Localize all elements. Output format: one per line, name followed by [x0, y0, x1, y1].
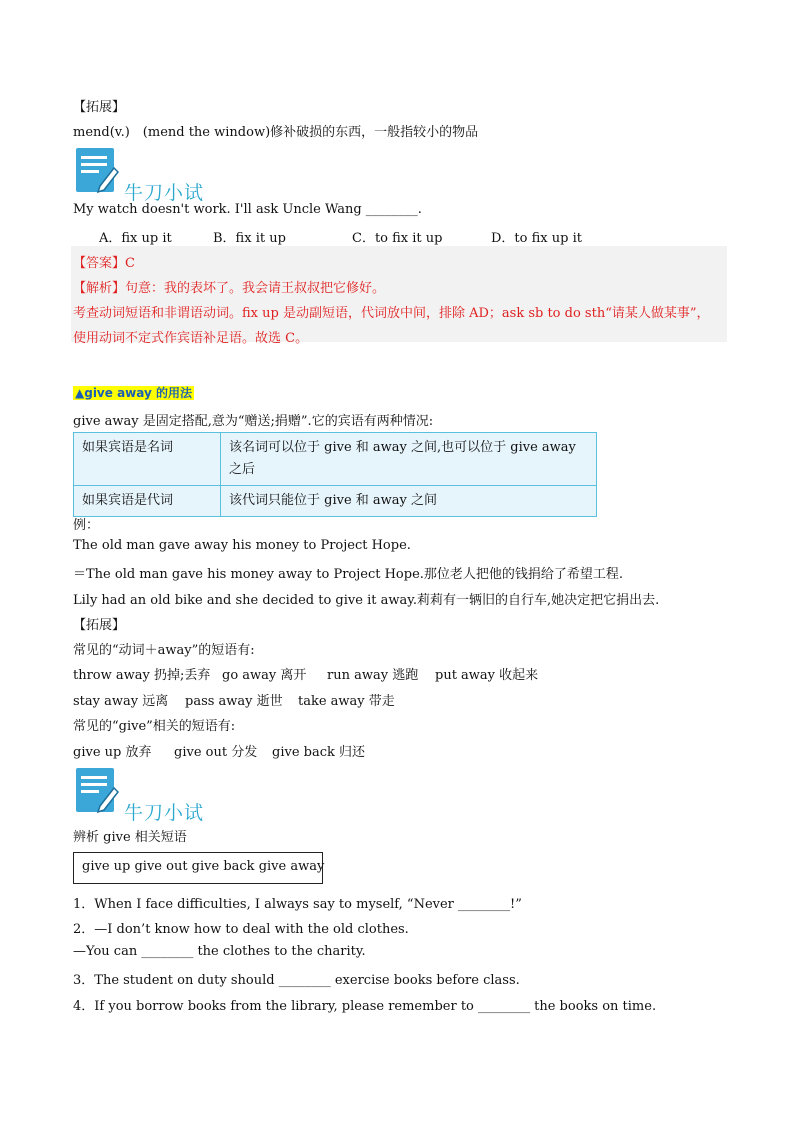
notepad-pencil-icon: [76, 146, 120, 194]
table-cell: 如果宾语是代词: [74, 486, 221, 517]
away-phrase: throw away 扔掉;丢弃: [73, 668, 211, 683]
quiz1-option-b: B．fix it up: [213, 231, 286, 246]
give-phrase: give back 归还: [272, 745, 366, 760]
tuozhan-heading: 【拓展】: [73, 100, 126, 115]
quiz1-analysis-line1: 【解析】句意：我的表坏了。我会请王叔叔把它修好。: [73, 281, 386, 296]
away-phrase: take away 带走: [298, 694, 395, 709]
table-row: [74, 486, 597, 517]
give-phrase: give up 放弃: [73, 745, 152, 760]
example-2: ＝The old man gave his money away to Project Hope.那位老人把他的钱捐给了希望工程.: [73, 567, 624, 582]
giveaway-rule-table: [73, 432, 597, 517]
quiz2-question-2a: 2．—I don’t know how to deal with the old clothes.: [73, 922, 409, 937]
giveaway-intro: give away 是固定搭配,意为“赠送;捐赠”.它的宾语有两种情况:: [73, 414, 434, 429]
table-row: [74, 433, 597, 486]
quiz1-analysis-line2: 考查动词短语和非谓语动词。fix up 是动副短语，代词放中间，排除 AD；ask sb to do sth“请某人做某事”，: [73, 306, 710, 321]
quiz1-option-d: D．to fix up it: [491, 231, 582, 246]
quiz2-title: 牛刀小试: [124, 802, 205, 824]
mend-explanation: mend(v.) (mend the window)修补破损的东西，一般指较小的物品: [73, 125, 479, 140]
away-phrase: go away 离开: [222, 668, 307, 683]
giveaway-heading-text: ▲give away 的用法: [75, 386, 192, 400]
tuozhan-heading-2: 【拓展】: [73, 618, 126, 633]
table-cell: 如果宾语是名词: [74, 433, 221, 486]
table-cell: 该名词可以位于 give 和 away 之间,也可以位于 give away 之后: [221, 433, 597, 486]
table-cell: 该代词只能位于 give 和 away 之间: [221, 486, 597, 517]
quiz1-option-a: A．fix up it: [99, 231, 172, 246]
giveaway-heading: [73, 384, 194, 401]
away-phrase: run away 逃跑: [327, 668, 419, 683]
quiz2-question-4: 4．If you borrow books from the library, please remember to ________ the books on time.: [73, 999, 657, 1014]
quiz1-title: 牛刀小试: [124, 182, 205, 204]
example-1: The old man gave away his money to Project Hope.: [73, 538, 411, 553]
away-phrase: pass away 逝世: [185, 694, 283, 709]
quiz1-question: My watch doesn't work. I'll ask Uncle Wang ________.: [73, 202, 422, 217]
quiz2-question-3: 3．The student on duty should ________ exercise books before class.: [73, 973, 520, 988]
example-label: 例：: [73, 518, 100, 533]
give-phrase: give out 分发: [174, 745, 258, 760]
notepad-pencil-icon: [76, 766, 120, 814]
example-3: Lily had an old bike and she decided to give it away.莉莉有一辆旧的自行车,她决定把它捐出去.: [73, 593, 660, 608]
quiz1-option-c: C．to fix it up: [352, 231, 443, 246]
quiz1-answer: 【答案】C: [73, 256, 135, 271]
quiz2-question-1: 1．When I face difficulties, I always say to myself, “Never ________!”: [73, 897, 522, 912]
common-give-intro: 常见的“give”相关的短语有:: [73, 719, 236, 734]
phrase-box: give up give out give back give away: [73, 852, 323, 884]
quiz2-question-2b: —You can ________ the clothes to the charity.: [73, 944, 366, 959]
quiz1-analysis-line3: 使用动词不定式作宾语补足语。故选 C。: [73, 331, 309, 346]
away-phrase: put away 收起来: [435, 668, 539, 683]
away-phrase: stay away 远离: [73, 694, 169, 709]
common-away-intro: 常见的“动词＋away”的短语有:: [73, 643, 255, 658]
quiz2-intro: 辨析 give 相关短语: [73, 830, 187, 845]
